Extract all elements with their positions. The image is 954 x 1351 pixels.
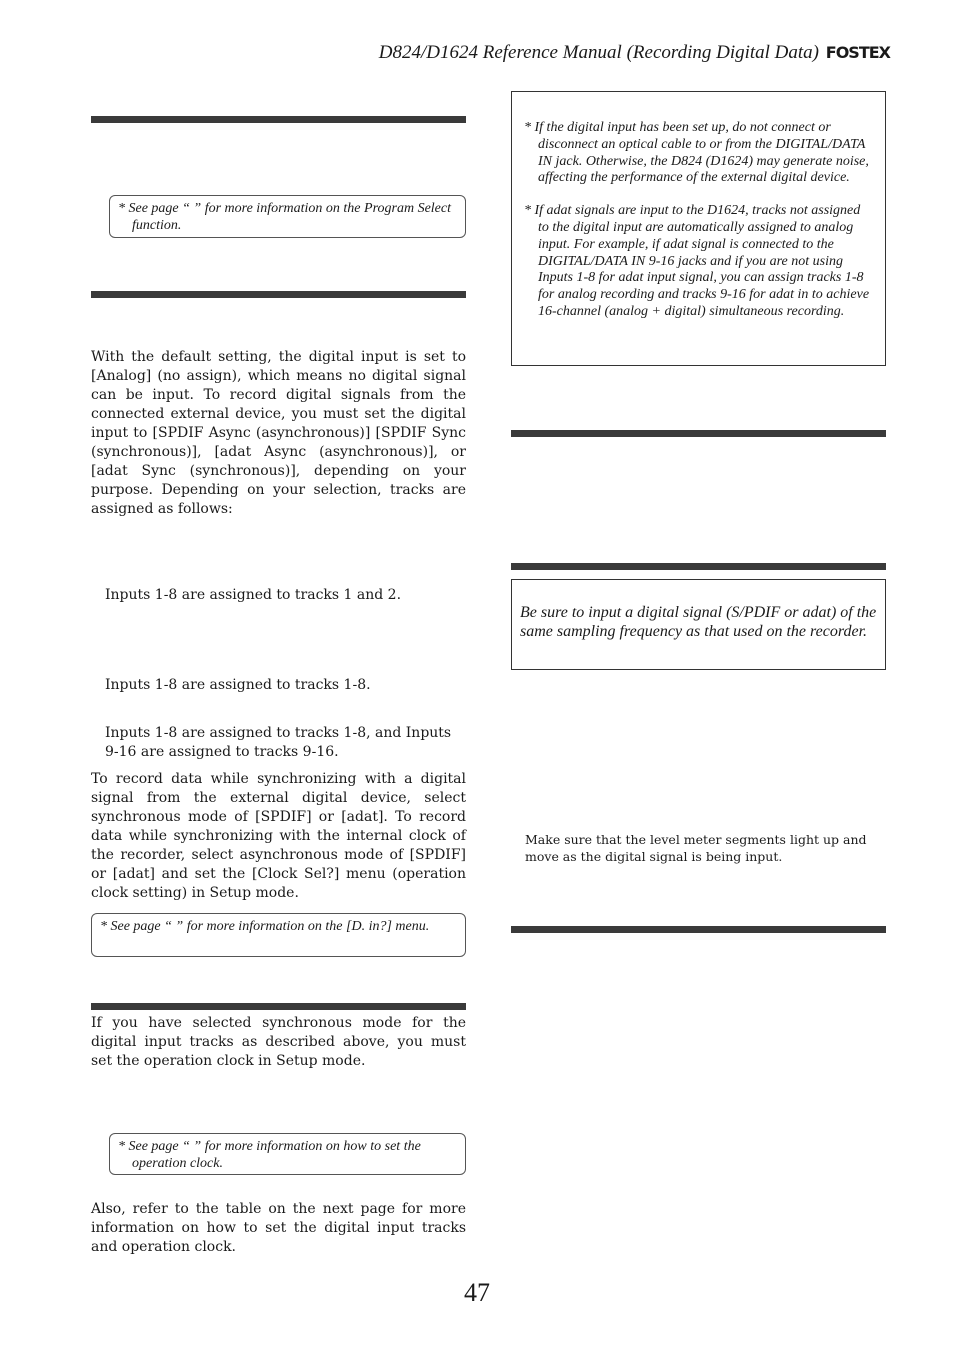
assignment-line: Inputs 1-8 are assigned to tracks 1 and 2. bbox=[105, 587, 402, 603]
final-paragraph: Also, refer to the table on the next page for more information on how to set the digital input tracks and operation clock. bbox=[91, 1201, 466, 1255]
caution-text: * If adat signals are input to the D1624, tracks not assigned to the digital input are automatically assigned to analog input. For example, if adat signal is connected to the DIGITAL/DATA IN 9-16 jacks and if you are not using Inputs 1-8 for adat input signal, you can assign tracks 1-8 for analog recording and tracks 9-16 for adat in to achieve 16-channel (analog + digital) simultaneous recording. bbox=[524, 203, 870, 319]
section-rule bbox=[511, 430, 886, 437]
note-text: * See page “ ” for more information on the [D. in?] menu. bbox=[100, 919, 430, 934]
assignment-line: Inputs 1-8 are assigned to tracks 1-8. bbox=[105, 677, 371, 693]
section-rule bbox=[91, 116, 466, 123]
note-text: * See page “ ” for more information on how to set the operation clock. bbox=[118, 1139, 421, 1171]
note-box-program-select bbox=[109, 195, 466, 238]
note-text: * See page “ ” for more information on the Program Select function. bbox=[118, 201, 451, 233]
assignment-line: Inputs 1-8 are assigned to tracks 1-8, and Inputs 9-16 are assigned to tracks 9-16. bbox=[105, 725, 452, 760]
caution-text: * If the digital input has been set up, do not connect or disconnect an optical cable to or from the DIGITAL/DATA IN jack. Otherwise, the D824 (D1624) may generate noise, affecting the performance of the external digital device. bbox=[524, 120, 869, 186]
meter-note: Make sure that the level meter segments light up and move as the digital signal is being input. bbox=[525, 832, 867, 864]
section-rule bbox=[91, 291, 466, 298]
sync-paragraph: To record data while synchronizing with a digital signal from the external digital device, select synchronous mode of [SPDIF] or [adat]. To record data while synchronizing with the internal clock of the recorder, select asynchronous mode of [SPDIF] or [adat] and set the [Clock Sel?] menu (operation clock setting) in Setup mode. bbox=[91, 771, 466, 901]
clock-paragraph: If you have selected synchronous mode for the digital input tracks as described above, you must set the operation clock in Setup mode. bbox=[91, 1015, 466, 1069]
section-rule bbox=[511, 926, 886, 933]
header-title: D824/D1624 Reference Manual (Recording Digital Data) bbox=[378, 42, 820, 63]
page-number: 47 bbox=[464, 1278, 490, 1307]
note-box-clock bbox=[109, 1133, 466, 1175]
note-box-d-in bbox=[91, 913, 466, 957]
section-rule bbox=[511, 563, 886, 570]
caution-box bbox=[511, 91, 886, 366]
warning-text: Be sure to input a digital signal (S/PDIF or adat) of the same sampling frequency as that used on the recorder. bbox=[520, 604, 877, 640]
warning-box bbox=[511, 579, 886, 670]
brand-logo: FOSTEX bbox=[825, 43, 890, 62]
section-rule bbox=[91, 1003, 466, 1010]
intro-paragraph: With the default setting, the digital input is set to [Analog] (no assign), which means no digital signal can be input. To record digital signals from the connected external device, you must set the digital input to [SPDIF Async (asynchronous)] [SPDIF Sync (synchronous)], [adat Async (asynchronous)], or [adat Sync (synchronous)], depending on your purpose. Depending on your selection, tracks are assigned as follows: bbox=[91, 349, 466, 517]
running-header bbox=[300, 42, 890, 64]
